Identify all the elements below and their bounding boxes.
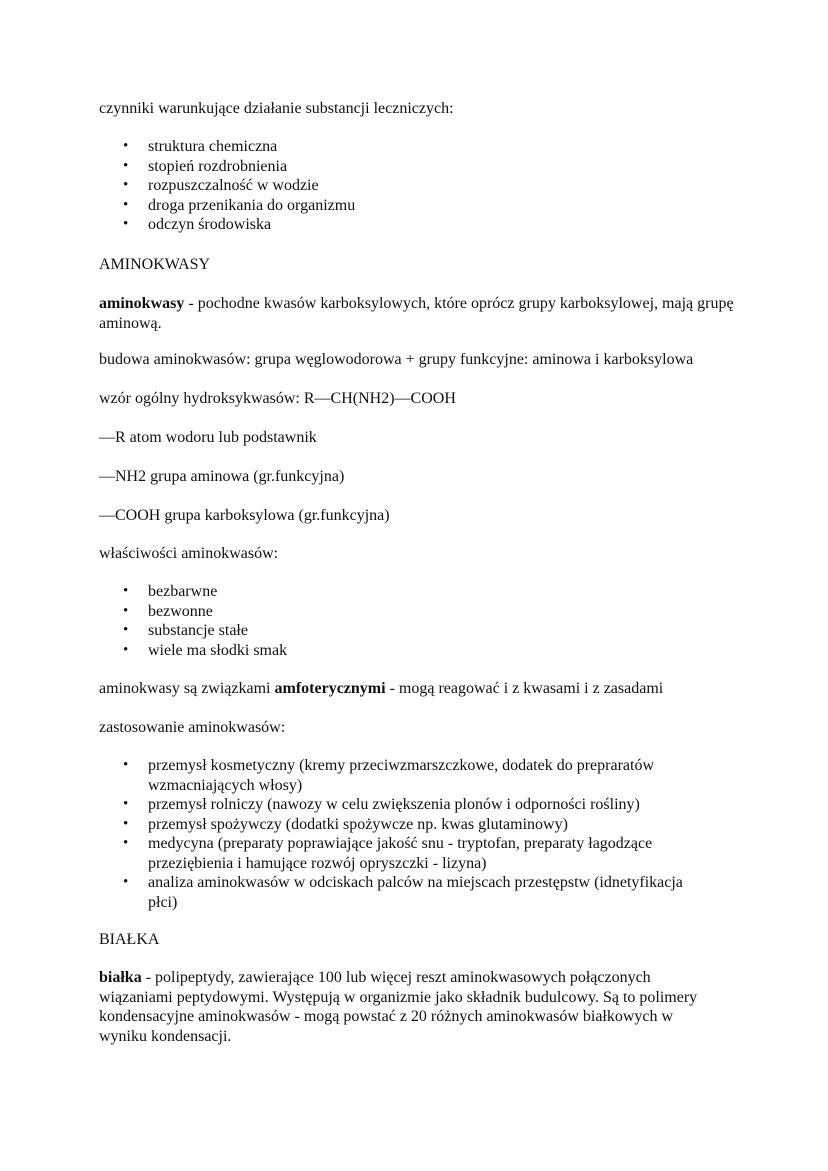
list-item: • droga przenikania do organizmu (99, 196, 739, 216)
factors-intro: czynniki warunkujące działanie substancji leczniczych: (99, 100, 454, 117)
group-nh2: —NH2 grupa aminowa (gr.funkcyjna) (99, 468, 345, 485)
uses-list (99, 756, 699, 912)
bialka-definition (99, 968, 719, 1046)
list-item: • przemysł spożywczy (dodatki spożywcze np. kwas glutaminowy) (99, 815, 699, 835)
list-item: • bezbarwne (99, 582, 739, 602)
uses-label: zastosowanie aminokwasów: (99, 719, 286, 736)
aminokwasy-definition (99, 294, 739, 333)
list-item: • rozpuszczalność w wodzie (99, 176, 739, 196)
list-item: • struktura chemiczna (99, 137, 739, 157)
list-item: • stopień rozdrobnienia (99, 157, 739, 177)
list-item: • substancje stałe (99, 621, 739, 641)
definition-text: - polipeptydy, zawierające 100 lub więcej reszt aminokwasowych połączonych wiązaniami peptydowymi. Występują w organizmie jako składnik budulcowy. Są to polimery kondensacyjne aminokwasów - mogą powstać z 20 różnych aminokwasów białkowych w wyniku kondensacji. (99, 969, 698, 1045)
properties-label: właściwości aminokwasów: (99, 545, 279, 562)
aminokwasy-structure: budowa aminokwasów: grupa węglowodorowa + grupy funkcyjne: aminowa i karboksylowa (99, 351, 694, 368)
list-item: • wiele ma słodki smak (99, 641, 739, 661)
definition-text: - pochodne kwasów karboksylowych, które oprócz grupy karboksylowej, mają grupę aminową. (99, 295, 734, 332)
group-cooh: —COOH grupa karboksylowa (gr.funkcyjna) (99, 507, 390, 524)
amphoteric-term: amfoterycznymi (274, 680, 386, 697)
list-item: • przemysł rolniczy (nawozy w celu zwiększenia plonów i odporności rośliny) (99, 795, 699, 815)
list-item: • medycyna (preparaty poprawiające jakość snu - tryptofan, preparaty łagodzące przeziębienia i hamujące rozwój opryszczki - lizyna) (99, 834, 699, 873)
section-heading-aminokwasy: AMINOKWASY (99, 256, 211, 273)
group-r: —R atom wodoru lub podstawnik (99, 429, 317, 446)
section-heading-bialka: BIAŁKA (99, 931, 160, 948)
general-formula: wzór ogólny hydroksykwasów: R—CH(NH2)—COOH (99, 390, 456, 407)
properties-list (99, 582, 739, 660)
list-item: • odczyn środowiska (99, 215, 739, 235)
definition-term: białka (99, 969, 142, 986)
definition-term: aminokwasy (99, 295, 185, 312)
factors-list (99, 137, 739, 235)
list-item: • przemysł kosmetyczny (kremy przeciwzmarszczkowe, dodatek do prepraratów wzmacniających włosy) (99, 756, 699, 795)
list-item: • bezwonne (99, 602, 739, 622)
list-item: • analiza aminokwasów w odciskach palców na miejscach przestępstw (idnetyfikacja płci) (99, 873, 699, 912)
amphoteric-statement: aminokwasy są związkami amfoterycznymi - mogą reagować i z kwasami i z zasadami (99, 680, 664, 697)
